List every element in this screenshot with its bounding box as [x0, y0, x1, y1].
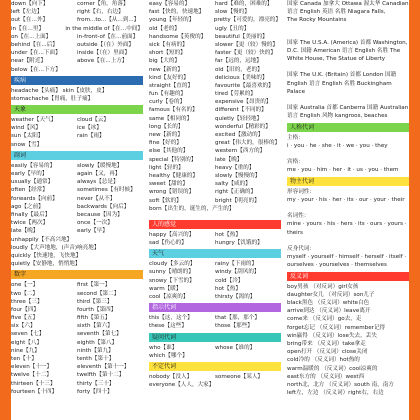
word: rainy【下雨的】 — [215, 261, 258, 268]
word: fine【好的】 — [149, 140, 182, 147]
word: outside【（在）外面】 — [77, 41, 134, 48]
list-row — [11, 57, 143, 65]
word: third【第三】 — [77, 298, 113, 305]
column-right — [287, 0, 409, 397]
list-row — [11, 132, 143, 140]
word — [77, 141, 143, 149]
word: again【又，再】 — [77, 171, 121, 178]
list-row — [11, 371, 143, 379]
word: expensive【昂贵的】 — [215, 99, 272, 106]
word: ago【之前】 — [11, 203, 44, 210]
word — [215, 352, 281, 360]
section-header-antonyms: 反义词 — [287, 272, 409, 281]
list-row — [149, 33, 281, 41]
section-header-demonstratives: 指示代词 — [149, 303, 281, 312]
word: out【在…外】 — [11, 17, 49, 24]
word: easily【容易的】 — [11, 162, 56, 169]
section-header-weather: 天气 — [149, 249, 281, 258]
list-row — [11, 290, 143, 298]
word: nobody【没人】 — [149, 373, 193, 380]
list-row — [149, 352, 281, 360]
word: in【在…里】 — [11, 25, 45, 32]
word: these【这些】 — [149, 323, 187, 330]
section-header-feelings: 人的感觉 — [149, 220, 281, 229]
word: soft【软的】 — [149, 197, 182, 204]
list-row — [11, 33, 143, 41]
word: someone【某人】 — [215, 373, 264, 380]
section-header-possessive-pronouns: 物主代词 — [287, 177, 409, 186]
word: four【四】 — [11, 306, 40, 313]
word: else【其他的】 — [149, 148, 189, 155]
word: slow【慢的】 — [215, 9, 250, 16]
word — [77, 66, 143, 74]
word: warm【暖】 — [149, 285, 182, 292]
word: sunny【晴朗的】 — [149, 269, 194, 276]
list-row — [149, 139, 281, 147]
word: hot【热】 — [215, 285, 241, 292]
country-info: 国家 Canada 加拿大 Ottawa 渥太华 Canadian — [287, 1, 409, 7]
word: snowy【下雪的】 — [149, 277, 195, 284]
list-item: myself · yourself · himself · herself · itself · — [287, 254, 407, 261]
word: weather【天气】 — [11, 117, 57, 124]
word: sun【太阳】 — [11, 133, 44, 140]
word: below【在...下方】 — [11, 66, 61, 73]
list-item — [287, 150, 409, 158]
word: sixth【第六】 — [77, 323, 113, 330]
word: ten【十】 — [11, 356, 37, 363]
list-item: warm温暖的 （反义词）cool凉爽的 — [287, 365, 378, 372]
list-row — [11, 298, 143, 306]
section-header-sky: 天象 — [11, 105, 143, 114]
word: on【在...上面】 — [11, 33, 52, 40]
list-row — [11, 219, 143, 227]
word: whose【谁的】 — [215, 344, 256, 351]
list-item: theirs — [287, 229, 303, 236]
list-item — [287, 204, 409, 212]
word: sad【伤心的】 — [149, 240, 187, 247]
word: same【相同的】 — [149, 115, 193, 122]
word: always【总是】 — [77, 179, 119, 186]
list-item: unhappily【不高兴地】 — [11, 236, 73, 243]
list-item: 反身代词： — [287, 246, 315, 252]
list-row — [149, 90, 281, 98]
word: those【那些】 — [215, 323, 253, 330]
word: because【因为】 — [77, 211, 123, 218]
word: easy【容易的】 — [149, 1, 191, 7]
word: which【哪个】 — [149, 352, 188, 359]
word: ugly【丑的】 — [215, 25, 250, 32]
word: seventh【第七】 — [77, 331, 122, 338]
list-item: 形容词性： — [287, 188, 315, 195]
word: corner【角，角落】 — [77, 1, 129, 7]
word: great【伟大的，很棒的】 — [215, 140, 281, 147]
word: two【二】 — [11, 290, 38, 297]
list-row — [149, 180, 281, 188]
word: once【一次】 — [77, 220, 113, 227]
list-item: 宾格： — [287, 159, 304, 166]
word: forwards【向前】 — [11, 195, 58, 202]
word: behind【在...后】 — [11, 41, 58, 48]
word: young【年轻的】 — [149, 17, 195, 24]
word: above【在...上方】 — [77, 58, 128, 65]
word: sometimes【有时候】 — [77, 187, 136, 194]
word: big【大的】 — [149, 58, 181, 65]
list-item: bring带来 （反义词）take拿走 — [287, 341, 366, 348]
list-row — [11, 162, 143, 170]
list-item: quietly【安静地，悄悄地】 — [11, 261, 81, 268]
country-info: 国家 The U.S.A. (America) 首都 Washington, — [287, 39, 408, 46]
word: everyone【人人，大家】 — [149, 382, 215, 389]
country-info: Palace — [287, 88, 306, 95]
word: who【谁】 — [149, 344, 178, 351]
word: twice【两次】 — [11, 220, 49, 227]
section-header-illness: 疾病 — [11, 76, 143, 85]
word: late【晚】 — [11, 228, 39, 235]
word: first【第一】 — [77, 282, 111, 289]
list-item: my · your · his · her · its · our · your · their — [287, 196, 405, 203]
word: fun【有趣的】 — [149, 91, 187, 98]
word: western【西方的】 — [215, 148, 266, 155]
list-row — [11, 203, 143, 211]
word: far【远的，远地】 — [215, 58, 262, 65]
word: often【经常】 — [11, 187, 48, 194]
country-info: 语言 English 英语 名胜 Niagara Falls, — [287, 9, 386, 16]
word: eight【八】 — [11, 339, 43, 346]
list-item: 主格： — [287, 134, 304, 141]
word: this【这，这个】 — [149, 315, 193, 322]
list-row — [149, 131, 281, 139]
list-row — [11, 8, 143, 16]
word: early【早】 — [77, 228, 108, 235]
list-item: me · you · him · her · it · us · you · them — [287, 167, 399, 174]
word: that【那，那个】 — [215, 315, 260, 322]
word: in the middle of【在…中间】 — [65, 25, 143, 32]
word: fast【快的，快速地】 — [149, 9, 205, 16]
list-item: mine · yours · his · hers · its · ours · yours · — [287, 221, 407, 228]
list-row — [149, 293, 281, 301]
word: slower【更（较）慢的】 — [215, 41, 278, 48]
word: cool【凉爽的】 — [149, 294, 189, 300]
word: cloudy【多云的】 — [149, 261, 196, 268]
list-row — [149, 164, 281, 172]
word: thirty【三十】 — [77, 380, 115, 387]
word: from...to...【从...到...】 — [77, 17, 140, 24]
word: different【不同的】 — [215, 107, 267, 114]
word: hot【热】 — [215, 231, 241, 238]
list-row — [11, 41, 143, 49]
list-row — [149, 239, 281, 247]
country-info: 国家 Australia 首都 Canberra 国籍 Australian — [287, 105, 409, 112]
list-item: boy男孩 （对反词）girl女孩 — [287, 283, 359, 290]
list-item: ourselves · yourselves · themselves — [287, 262, 387, 269]
word: in-front-of【在...前面】 — [77, 33, 139, 40]
list-row — [11, 388, 143, 396]
word: special【特别的】 — [149, 156, 197, 163]
list-row — [149, 156, 281, 164]
list-item: cold冷的 （反义词）hot热的 — [287, 357, 360, 364]
word: six【六】 — [11, 323, 36, 330]
list-item: arrive到达 （反义词）leave离开 — [287, 308, 371, 315]
word: curly【卷的】 — [149, 99, 186, 106]
word: sweet【甜的】 — [149, 181, 188, 188]
word: healthy【健康的】 — [149, 172, 198, 179]
list-row — [11, 355, 143, 363]
word: famous【有名的】 — [149, 107, 198, 114]
list-row — [149, 268, 281, 276]
word — [215, 381, 281, 389]
list-row — [11, 322, 143, 330]
word: straight【直的】 — [149, 82, 194, 89]
word: second【第二】 — [77, 290, 120, 297]
list-item: quickly【快速地，飞快地】 — [11, 252, 82, 259]
list-row — [149, 381, 281, 389]
word: twelve【十二】 — [11, 372, 52, 379]
word: excited【激动的】 — [215, 132, 264, 138]
list-item: loudly【大声地地，(声音)响亮地】 — [11, 244, 100, 251]
list-row — [11, 195, 143, 203]
word: cold【冷】 — [215, 277, 244, 284]
word: new【新的】 — [149, 132, 183, 138]
country-info: 语言 English 风物 kangroos, beaches — [287, 113, 388, 120]
country-info — [287, 63, 409, 71]
word: tenth【第十】 — [77, 356, 115, 363]
word: faster【更（较）快的】 — [215, 50, 276, 57]
list-row — [11, 49, 143, 57]
word: fifth【第五】 — [77, 315, 111, 322]
list-item: forget忘记 （反义词）remember记得 — [287, 324, 386, 331]
word: eleven【十一】 — [11, 364, 53, 371]
word: snow【雪】 — [11, 141, 43, 148]
list-row — [149, 123, 281, 131]
list-row — [149, 98, 281, 106]
list-row — [11, 116, 143, 124]
list-row — [149, 25, 281, 33]
list-row — [149, 373, 281, 381]
list-row — [11, 306, 143, 314]
list-item: 名词性： — [287, 213, 310, 220]
word: three【三】 — [11, 298, 43, 305]
word: twelfth【第十二】 — [77, 372, 125, 379]
word: pretty【可爱的，漂亮的】 — [213, 17, 281, 24]
list-item: headache【头痛】 skin【皮肤，皮】 — [11, 87, 108, 94]
word: long【长的】 — [149, 123, 184, 130]
list-row — [149, 188, 281, 196]
section-header-numbers: 数字 — [11, 270, 143, 279]
list-row — [149, 115, 281, 123]
list-item: come来 （反义词）go去，走 — [287, 316, 362, 323]
word: slowly【缓慢地】 — [77, 162, 123, 169]
list-item: stomachache【胃痛，肚子痛】 — [11, 95, 94, 102]
word: slowly【慢慢的】 — [215, 172, 261, 179]
list-row — [149, 16, 281, 24]
list-row — [11, 211, 143, 219]
adjective-list — [149, 0, 281, 213]
list-row — [11, 186, 143, 194]
list-row — [149, 314, 281, 322]
word: ice【冰】 — [77, 125, 102, 132]
list-row — [149, 231, 281, 239]
list-row — [149, 106, 281, 114]
list-row — [11, 66, 143, 74]
list-item: i · you · he · she · it · we · you · they — [287, 142, 388, 149]
word: late【晚】 — [215, 156, 243, 163]
word: thirteen【十三】 — [11, 380, 56, 387]
list-item: open打开 （反义词）close关闭 — [287, 349, 368, 356]
word: fourth【第四】 — [77, 306, 117, 313]
list-row — [149, 344, 281, 352]
word: thirsty【渴的】 — [215, 294, 256, 300]
section-header-indefinites: 不定代词 — [149, 362, 281, 371]
word: wonderful【精彩的】 — [215, 123, 271, 130]
word: left【左边】 — [11, 9, 43, 16]
country-info: D.C. 国籍 American 语言 English 名胜 The — [287, 47, 401, 54]
list-item: north北，北方 （反义词）south 南，南方 — [287, 382, 394, 389]
word: light【轻的】 — [149, 164, 184, 171]
word: windy【刮风的】 — [215, 269, 260, 276]
word: wrong【错误的】 — [149, 189, 195, 196]
word: old【旧的，老的】 — [215, 66, 263, 73]
country-info: English 语言 English 名胜 Buckingham — [287, 80, 392, 87]
list-row — [149, 277, 281, 285]
list-row — [149, 285, 281, 293]
word: ninth【第九】 — [77, 347, 114, 354]
word: new【新的】 — [149, 66, 183, 73]
country-info — [287, 96, 409, 104]
list-row — [11, 0, 143, 8]
list-item: win赢得 （反义词）lose失去，丢失 — [287, 332, 377, 339]
word: rain【雨】 — [77, 133, 105, 140]
word: usually【通常】 — [11, 179, 54, 186]
list-row — [11, 25, 143, 33]
column-middle — [149, 0, 281, 389]
list-row — [11, 178, 143, 186]
list-row — [149, 260, 281, 268]
list-row — [11, 16, 143, 24]
word: eleventh【第十一】 — [77, 364, 130, 371]
list-row — [149, 322, 281, 330]
section-header-personal-pronouns: 人称代词 — [287, 123, 409, 132]
word: right【右，右边】 — [77, 9, 124, 16]
country-info: The Rocky Mountains — [287, 17, 347, 24]
word: nine【九】 — [11, 347, 40, 354]
list-item — [287, 237, 409, 245]
word: one【一】 — [11, 282, 39, 289]
list-row — [149, 74, 281, 82]
word: hard【难的，困难的】 — [215, 1, 273, 7]
list-item: left左，左边 （反义词）right右，右边 — [287, 390, 384, 397]
list-row — [149, 0, 281, 8]
word: never【从不】 — [77, 195, 116, 202]
list-row — [11, 281, 143, 289]
word: eighth【第八】 — [77, 339, 118, 346]
list-row — [11, 330, 143, 338]
word: quietly【轻轻地】 — [215, 115, 263, 122]
word: salty【咸的】 — [215, 181, 251, 188]
vocabulary-sheet — [11, 0, 409, 420]
list-item: east东方的 （反义词）west西 — [287, 373, 365, 380]
list-row — [149, 172, 281, 180]
word: short【短的】 — [149, 50, 186, 57]
list-row — [149, 8, 281, 16]
word: sick【有病的】 — [149, 41, 188, 48]
list-row — [149, 82, 281, 90]
list-row — [149, 41, 281, 49]
list-row — [149, 49, 281, 57]
word: backwards【向后】 — [77, 203, 130, 210]
word: born【出生的，诞生的，产生的】 — [149, 205, 235, 212]
word: finally【最后】 — [11, 211, 51, 218]
column-left — [11, 0, 143, 396]
country-info: White House, The Statue of Liberty — [287, 56, 386, 63]
country-info: 国家 The U.K. (Britain) 首都 London 国籍 — [287, 72, 397, 79]
list-row — [11, 141, 143, 149]
direction-list — [11, 0, 143, 74]
list-row — [11, 363, 143, 371]
word: favourite【最喜欢的】 — [215, 82, 274, 89]
word: right【正确的】 — [215, 189, 257, 196]
word: seven【七】 — [11, 331, 45, 338]
word: tired【劳累的】 — [215, 91, 256, 98]
word: forty【四十】 — [77, 388, 113, 395]
word: down【向下】 — [11, 1, 49, 7]
list-row — [149, 197, 281, 205]
list-row — [11, 124, 143, 132]
list-row — [149, 147, 281, 155]
list-row — [11, 314, 143, 322]
word: under【在...下面】 — [11, 50, 61, 57]
list-item: daughter女儿 （对反词）son儿子 — [287, 291, 375, 298]
list-row — [11, 170, 143, 178]
word: delicious【美味的】 — [215, 74, 268, 81]
word: heavy【重的】 — [215, 164, 255, 171]
section-header-interrogatives: 疑问代词 — [149, 333, 281, 342]
word: hungry【饥饿的】 — [215, 240, 263, 247]
word: inside【（在）里面】 — [77, 50, 130, 57]
word: wind【风】 — [11, 125, 42, 132]
word: old【老的】 — [149, 25, 180, 32]
word: kind【友好的】 — [149, 74, 189, 81]
word: fourteen【十四】 — [11, 388, 58, 395]
list-row — [149, 57, 281, 65]
list-row — [11, 347, 143, 355]
section-header-adverbs: 副词 — [11, 151, 143, 160]
list-row — [11, 339, 143, 347]
list-row — [11, 227, 143, 235]
word: beautiful【美丽的】 — [215, 33, 268, 40]
word: cloud【云】 — [77, 117, 109, 124]
word: handsome【英俊的】 — [149, 33, 207, 40]
word: happy【高兴的】 — [149, 231, 195, 238]
word: five【五】 — [11, 315, 39, 322]
word: near【附近】 — [11, 58, 47, 65]
list-row — [11, 380, 143, 388]
list-row — [149, 205, 281, 213]
list-item: black黑色 （反义词）white白色 — [287, 300, 370, 307]
word: bright【明亮的】 — [215, 197, 260, 204]
list-row — [149, 66, 281, 74]
word: early【早的】 — [11, 171, 48, 178]
